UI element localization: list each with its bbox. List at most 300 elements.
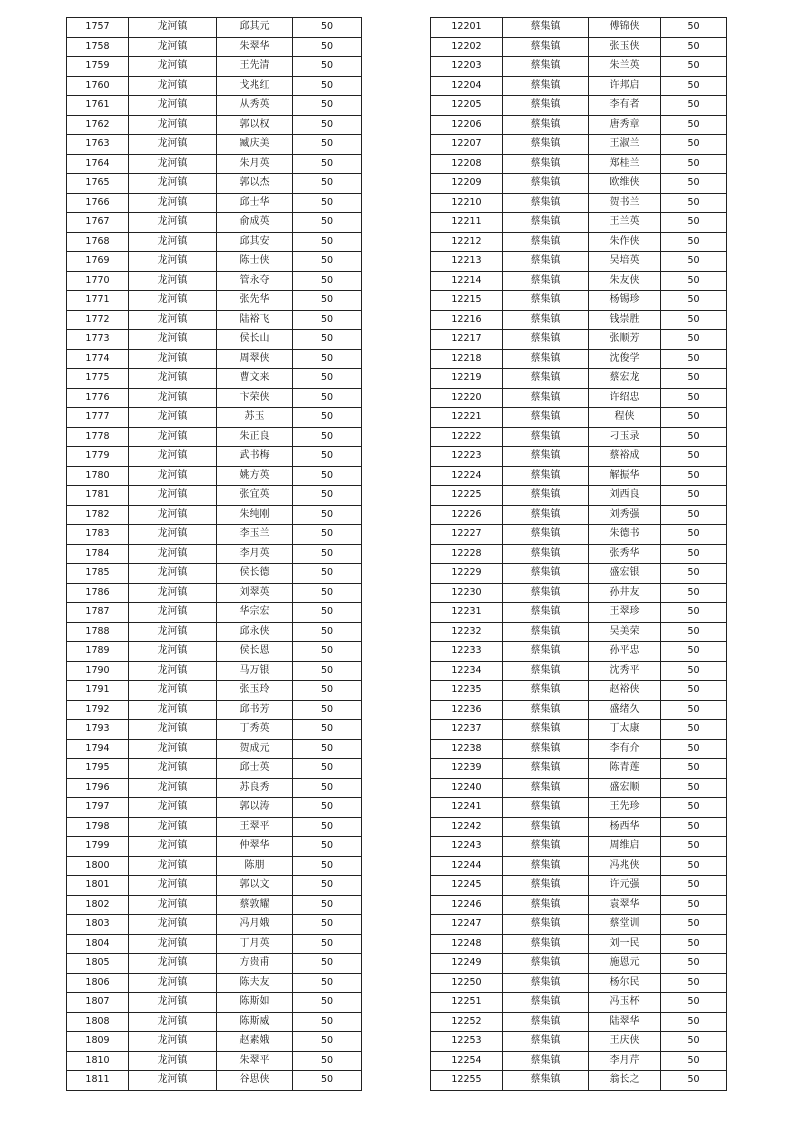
serial-number-cell: 12240 <box>431 778 503 798</box>
town-cell: 龙河镇 <box>129 271 217 291</box>
amount-cell: 50 <box>293 193 362 213</box>
name-cell: 张玉玲 <box>217 681 293 701</box>
serial-number-cell: 12216 <box>431 310 503 330</box>
town-cell: 蔡集镇 <box>503 37 589 57</box>
name-cell: 钱崇胜 <box>589 310 661 330</box>
town-cell: 蔡集镇 <box>503 661 589 681</box>
name-cell: 刘西良 <box>589 486 661 506</box>
table-row <box>431 232 727 252</box>
amount-cell: 50 <box>661 76 727 96</box>
town-cell: 蔡集镇 <box>503 115 589 135</box>
town-cell: 蔡集镇 <box>503 700 589 720</box>
name-cell: 卞荣侠 <box>217 388 293 408</box>
name-cell: 丁月英 <box>217 934 293 954</box>
town-cell: 蔡集镇 <box>503 213 589 233</box>
name-cell: 朱翠平 <box>217 1051 293 1071</box>
name-cell: 赵裕侠 <box>589 681 661 701</box>
name-cell: 仲翠华 <box>217 837 293 857</box>
town-cell: 龙河镇 <box>129 291 217 311</box>
serial-number-cell: 12227 <box>431 525 503 545</box>
amount-cell: 50 <box>293 642 362 662</box>
serial-number-cell: 1782 <box>67 505 129 525</box>
town-cell: 龙河镇 <box>129 1012 217 1032</box>
serial-number-cell: 1796 <box>67 778 129 798</box>
serial-number-cell: 12248 <box>431 934 503 954</box>
amount-cell: 50 <box>293 544 362 564</box>
table-row <box>431 583 727 603</box>
table-row <box>431 369 727 389</box>
amount-cell: 50 <box>293 447 362 467</box>
amount-cell: 50 <box>293 798 362 818</box>
serial-number-cell: 12219 <box>431 369 503 389</box>
name-cell: 姚方英 <box>217 466 293 486</box>
town-cell: 蔡集镇 <box>503 330 589 350</box>
table-row <box>67 349 362 369</box>
town-cell: 龙河镇 <box>129 993 217 1013</box>
amount-cell: 50 <box>293 934 362 954</box>
name-cell: 王淑兰 <box>589 135 661 155</box>
town-cell: 蔡集镇 <box>503 1012 589 1032</box>
table-row <box>67 934 362 954</box>
name-cell: 翁长之 <box>589 1071 661 1091</box>
serial-number-cell: 1793 <box>67 720 129 740</box>
town-cell: 蔡集镇 <box>503 252 589 272</box>
amount-cell: 50 <box>661 798 727 818</box>
serial-number-cell: 12250 <box>431 973 503 993</box>
name-cell: 马万银 <box>217 661 293 681</box>
name-cell: 唐秀章 <box>589 115 661 135</box>
town-cell: 龙河镇 <box>129 544 217 564</box>
table-row <box>431 57 727 77</box>
serial-number-cell: 12209 <box>431 174 503 194</box>
serial-number-cell: 12235 <box>431 681 503 701</box>
name-cell: 方贵甫 <box>217 954 293 974</box>
town-cell: 蔡集镇 <box>503 174 589 194</box>
serial-number-cell: 12242 <box>431 817 503 837</box>
amount-cell: 50 <box>293 37 362 57</box>
amount-cell: 50 <box>293 954 362 974</box>
town-cell: 蔡集镇 <box>503 876 589 896</box>
table-row <box>431 642 727 662</box>
town-cell: 龙河镇 <box>129 388 217 408</box>
table-row <box>431 1012 727 1032</box>
serial-number-cell: 1786 <box>67 583 129 603</box>
table-row <box>67 622 362 642</box>
name-cell: 吴美荣 <box>589 622 661 642</box>
amount-cell: 50 <box>293 1051 362 1071</box>
amount-cell: 50 <box>293 174 362 194</box>
serial-number-cell: 1785 <box>67 564 129 584</box>
name-cell: 杨西华 <box>589 817 661 837</box>
serial-number-cell: 1772 <box>67 310 129 330</box>
amount-cell: 50 <box>661 1012 727 1032</box>
amount-cell: 50 <box>661 525 727 545</box>
serial-number-cell: 12224 <box>431 466 503 486</box>
serial-number-cell: 1797 <box>67 798 129 818</box>
amount-cell: 50 <box>661 603 727 623</box>
serial-number-cell: 12222 <box>431 427 503 447</box>
name-cell: 李月英 <box>217 544 293 564</box>
amount-cell: 50 <box>293 349 362 369</box>
name-cell: 朱正良 <box>217 427 293 447</box>
name-cell: 邱永侠 <box>217 622 293 642</box>
amount-cell: 50 <box>661 720 727 740</box>
town-cell: 龙河镇 <box>129 57 217 77</box>
amount-cell: 50 <box>661 96 727 116</box>
table-row <box>67 720 362 740</box>
amount-cell: 50 <box>661 271 727 291</box>
name-cell: 李玉兰 <box>217 525 293 545</box>
amount-cell: 50 <box>293 525 362 545</box>
serial-number-cell: 12205 <box>431 96 503 116</box>
name-cell: 刘翠英 <box>217 583 293 603</box>
name-cell: 蔡堂训 <box>589 915 661 935</box>
town-cell: 龙河镇 <box>129 739 217 759</box>
table-row <box>67 154 362 174</box>
table-row <box>431 291 727 311</box>
table-row <box>431 505 727 525</box>
table-row <box>431 330 727 350</box>
name-cell: 郑桂兰 <box>589 154 661 174</box>
serial-number-cell: 12206 <box>431 115 503 135</box>
serial-number-cell: 1767 <box>67 213 129 233</box>
table-row <box>431 213 727 233</box>
town-cell: 蔡集镇 <box>503 388 589 408</box>
town-cell: 蔡集镇 <box>503 993 589 1013</box>
town-cell: 蔡集镇 <box>503 739 589 759</box>
serial-number-cell: 12232 <box>431 622 503 642</box>
town-cell: 蔡集镇 <box>503 18 589 38</box>
table-row <box>67 388 362 408</box>
serial-number-cell: 12245 <box>431 876 503 896</box>
name-cell: 陈士侠 <box>217 252 293 272</box>
town-cell: 龙河镇 <box>129 115 217 135</box>
amount-cell: 50 <box>293 603 362 623</box>
town-cell: 龙河镇 <box>129 973 217 993</box>
town-cell: 蔡集镇 <box>503 271 589 291</box>
table-row <box>67 174 362 194</box>
table-row <box>67 232 362 252</box>
right-roster-table <box>430 17 727 1091</box>
amount-cell: 50 <box>293 993 362 1013</box>
name-cell: 王兰英 <box>589 213 661 233</box>
town-cell: 蔡集镇 <box>503 154 589 174</box>
name-cell: 李月芹 <box>589 1051 661 1071</box>
amount-cell: 50 <box>661 1032 727 1052</box>
table-row <box>431 154 727 174</box>
name-cell: 杨锡珍 <box>589 291 661 311</box>
amount-cell: 50 <box>661 193 727 213</box>
serial-number-cell: 1790 <box>67 661 129 681</box>
amount-cell: 50 <box>293 505 362 525</box>
name-cell: 邱士华 <box>217 193 293 213</box>
table-row <box>431 661 727 681</box>
serial-number-cell: 12255 <box>431 1071 503 1091</box>
town-cell: 龙河镇 <box>129 135 217 155</box>
town-cell: 龙河镇 <box>129 18 217 38</box>
table-row <box>431 876 727 896</box>
serial-number-cell: 1809 <box>67 1032 129 1052</box>
name-cell: 盛宏顺 <box>589 778 661 798</box>
town-cell: 龙河镇 <box>129 330 217 350</box>
name-cell: 谷思侠 <box>217 1071 293 1091</box>
amount-cell: 50 <box>661 856 727 876</box>
town-cell: 蔡集镇 <box>503 1051 589 1071</box>
name-cell: 戈兆红 <box>217 76 293 96</box>
town-cell: 蔡集镇 <box>503 973 589 993</box>
amount-cell: 50 <box>293 681 362 701</box>
serial-number-cell: 1794 <box>67 739 129 759</box>
table-row <box>431 310 727 330</box>
town-cell: 蔡集镇 <box>503 96 589 116</box>
serial-number-cell: 1757 <box>67 18 129 38</box>
town-cell: 龙河镇 <box>129 915 217 935</box>
table-row <box>431 115 727 135</box>
table-row <box>67 895 362 915</box>
serial-number-cell: 1779 <box>67 447 129 467</box>
table-row <box>431 739 727 759</box>
name-cell: 欧维侠 <box>589 174 661 194</box>
serial-number-cell: 1762 <box>67 115 129 135</box>
left-roster-table <box>66 17 362 1091</box>
name-cell: 臧庆美 <box>217 135 293 155</box>
town-cell: 蔡集镇 <box>503 57 589 77</box>
amount-cell: 50 <box>661 232 727 252</box>
amount-cell: 50 <box>661 817 727 837</box>
town-cell: 龙河镇 <box>129 798 217 818</box>
name-cell: 朱德书 <box>589 525 661 545</box>
amount-cell: 50 <box>661 369 727 389</box>
amount-cell: 50 <box>293 271 362 291</box>
amount-cell: 50 <box>293 330 362 350</box>
serial-number-cell: 12204 <box>431 76 503 96</box>
name-cell: 蔡裕成 <box>589 447 661 467</box>
serial-number-cell: 12254 <box>431 1051 503 1071</box>
serial-number-cell: 1792 <box>67 700 129 720</box>
amount-cell: 50 <box>293 252 362 272</box>
name-cell: 盛绪久 <box>589 700 661 720</box>
name-cell: 冯兆侠 <box>589 856 661 876</box>
table-row <box>431 934 727 954</box>
name-cell: 郭以权 <box>217 115 293 135</box>
amount-cell: 50 <box>293 135 362 155</box>
table-row <box>431 603 727 623</box>
amount-cell: 50 <box>661 505 727 525</box>
town-cell: 龙河镇 <box>129 369 217 389</box>
amount-cell: 50 <box>661 700 727 720</box>
amount-cell: 50 <box>661 661 727 681</box>
amount-cell: 50 <box>661 622 727 642</box>
serial-number-cell: 1801 <box>67 876 129 896</box>
town-cell: 蔡集镇 <box>503 232 589 252</box>
left-table-body <box>67 18 362 1091</box>
serial-number-cell: 1795 <box>67 759 129 779</box>
name-cell: 李有介 <box>589 739 661 759</box>
table-row <box>67 310 362 330</box>
town-cell: 蔡集镇 <box>503 778 589 798</box>
table-row <box>431 408 727 428</box>
table-row <box>67 759 362 779</box>
table-row <box>431 486 727 506</box>
amount-cell: 50 <box>661 993 727 1013</box>
amount-cell: 50 <box>293 837 362 857</box>
table-row <box>67 505 362 525</box>
serial-number-cell: 1783 <box>67 525 129 545</box>
serial-number-cell: 12228 <box>431 544 503 564</box>
amount-cell: 50 <box>661 564 727 584</box>
name-cell: 邱其安 <box>217 232 293 252</box>
serial-number-cell: 1764 <box>67 154 129 174</box>
serial-number-cell: 1789 <box>67 642 129 662</box>
name-cell: 王翠平 <box>217 817 293 837</box>
serial-number-cell: 12237 <box>431 720 503 740</box>
serial-number-cell: 12234 <box>431 661 503 681</box>
amount-cell: 50 <box>661 154 727 174</box>
serial-number-cell: 12218 <box>431 349 503 369</box>
name-cell: 解振华 <box>589 466 661 486</box>
name-cell: 朱兰英 <box>589 57 661 77</box>
town-cell: 龙河镇 <box>129 37 217 57</box>
town-cell: 龙河镇 <box>129 174 217 194</box>
table-row <box>67 993 362 1013</box>
table-row <box>431 388 727 408</box>
serial-number-cell: 1775 <box>67 369 129 389</box>
serial-number-cell: 1773 <box>67 330 129 350</box>
table-row <box>67 213 362 233</box>
name-cell: 沈秀平 <box>589 661 661 681</box>
amount-cell: 50 <box>661 37 727 57</box>
name-cell: 袁翠华 <box>589 895 661 915</box>
town-cell: 蔡集镇 <box>503 76 589 96</box>
table-row <box>67 798 362 818</box>
table-row <box>67 427 362 447</box>
name-cell: 周翠侠 <box>217 349 293 369</box>
amount-cell: 50 <box>293 232 362 252</box>
name-cell: 张秀华 <box>589 544 661 564</box>
amount-cell: 50 <box>661 934 727 954</box>
amount-cell: 50 <box>293 739 362 759</box>
table-row <box>67 1051 362 1071</box>
amount-cell: 50 <box>293 1012 362 1032</box>
town-cell: 蔡集镇 <box>503 310 589 330</box>
town-cell: 龙河镇 <box>129 564 217 584</box>
name-cell: 陈朋 <box>217 856 293 876</box>
table-row <box>431 720 727 740</box>
serial-number-cell: 1802 <box>67 895 129 915</box>
serial-number-cell: 12214 <box>431 271 503 291</box>
name-cell: 程侠 <box>589 408 661 428</box>
amount-cell: 50 <box>661 837 727 857</box>
amount-cell: 50 <box>661 778 727 798</box>
town-cell: 龙河镇 <box>129 876 217 896</box>
amount-cell: 50 <box>293 856 362 876</box>
amount-cell: 50 <box>661 642 727 662</box>
table-row <box>431 174 727 194</box>
amount-cell: 50 <box>661 349 727 369</box>
serial-number-cell: 1805 <box>67 954 129 974</box>
serial-number-cell: 1811 <box>67 1071 129 1091</box>
amount-cell: 50 <box>293 1032 362 1052</box>
name-cell: 从秀英 <box>217 96 293 116</box>
town-cell: 蔡集镇 <box>503 466 589 486</box>
town-cell: 龙河镇 <box>129 778 217 798</box>
serial-number-cell: 12229 <box>431 564 503 584</box>
town-cell: 龙河镇 <box>129 856 217 876</box>
serial-number-cell: 1776 <box>67 388 129 408</box>
name-cell: 许邦启 <box>589 76 661 96</box>
table-row <box>67 330 362 350</box>
table-row <box>431 525 727 545</box>
amount-cell: 50 <box>661 447 727 467</box>
table-row <box>67 1012 362 1032</box>
name-cell: 陈斯威 <box>217 1012 293 1032</box>
table-row <box>67 408 362 428</box>
name-cell: 张宜英 <box>217 486 293 506</box>
name-cell: 郭以杰 <box>217 174 293 194</box>
serial-number-cell: 1765 <box>67 174 129 194</box>
table-row <box>67 466 362 486</box>
amount-cell: 50 <box>293 310 362 330</box>
serial-number-cell: 12212 <box>431 232 503 252</box>
name-cell: 侯长山 <box>217 330 293 350</box>
town-cell: 龙河镇 <box>129 96 217 116</box>
town-cell: 龙河镇 <box>129 700 217 720</box>
table-row <box>67 778 362 798</box>
table-row <box>431 1051 727 1071</box>
table-row <box>431 681 727 701</box>
table-row <box>431 447 727 467</box>
amount-cell: 50 <box>661 135 727 155</box>
serial-number-cell: 12207 <box>431 135 503 155</box>
table-row <box>67 447 362 467</box>
serial-number-cell: 1770 <box>67 271 129 291</box>
serial-number-cell: 1788 <box>67 622 129 642</box>
serial-number-cell: 1758 <box>67 37 129 57</box>
town-cell: 龙河镇 <box>129 505 217 525</box>
town-cell: 蔡集镇 <box>503 798 589 818</box>
town-cell: 蔡集镇 <box>503 642 589 662</box>
name-cell: 侯长德 <box>217 564 293 584</box>
serial-number-cell: 1808 <box>67 1012 129 1032</box>
amount-cell: 50 <box>293 1071 362 1091</box>
table-row <box>431 954 727 974</box>
amount-cell: 50 <box>293 291 362 311</box>
town-cell: 蔡集镇 <box>503 934 589 954</box>
name-cell: 俞成英 <box>217 213 293 233</box>
serial-number-cell: 12213 <box>431 252 503 272</box>
name-cell: 苏玉 <box>217 408 293 428</box>
serial-number-cell: 12238 <box>431 739 503 759</box>
amount-cell: 50 <box>293 96 362 116</box>
town-cell: 蔡集镇 <box>503 193 589 213</box>
table-row <box>67 96 362 116</box>
table-row <box>67 700 362 720</box>
town-cell: 蔡集镇 <box>503 291 589 311</box>
serial-number-cell: 12253 <box>431 1032 503 1052</box>
serial-number-cell: 1804 <box>67 934 129 954</box>
amount-cell: 50 <box>293 973 362 993</box>
amount-cell: 50 <box>293 700 362 720</box>
amount-cell: 50 <box>293 895 362 915</box>
town-cell: 蔡集镇 <box>503 505 589 525</box>
amount-cell: 50 <box>293 915 362 935</box>
town-cell: 龙河镇 <box>129 681 217 701</box>
town-cell: 蔡集镇 <box>503 856 589 876</box>
serial-number-cell: 12244 <box>431 856 503 876</box>
town-cell: 龙河镇 <box>129 252 217 272</box>
amount-cell: 50 <box>293 57 362 77</box>
amount-cell: 50 <box>293 778 362 798</box>
